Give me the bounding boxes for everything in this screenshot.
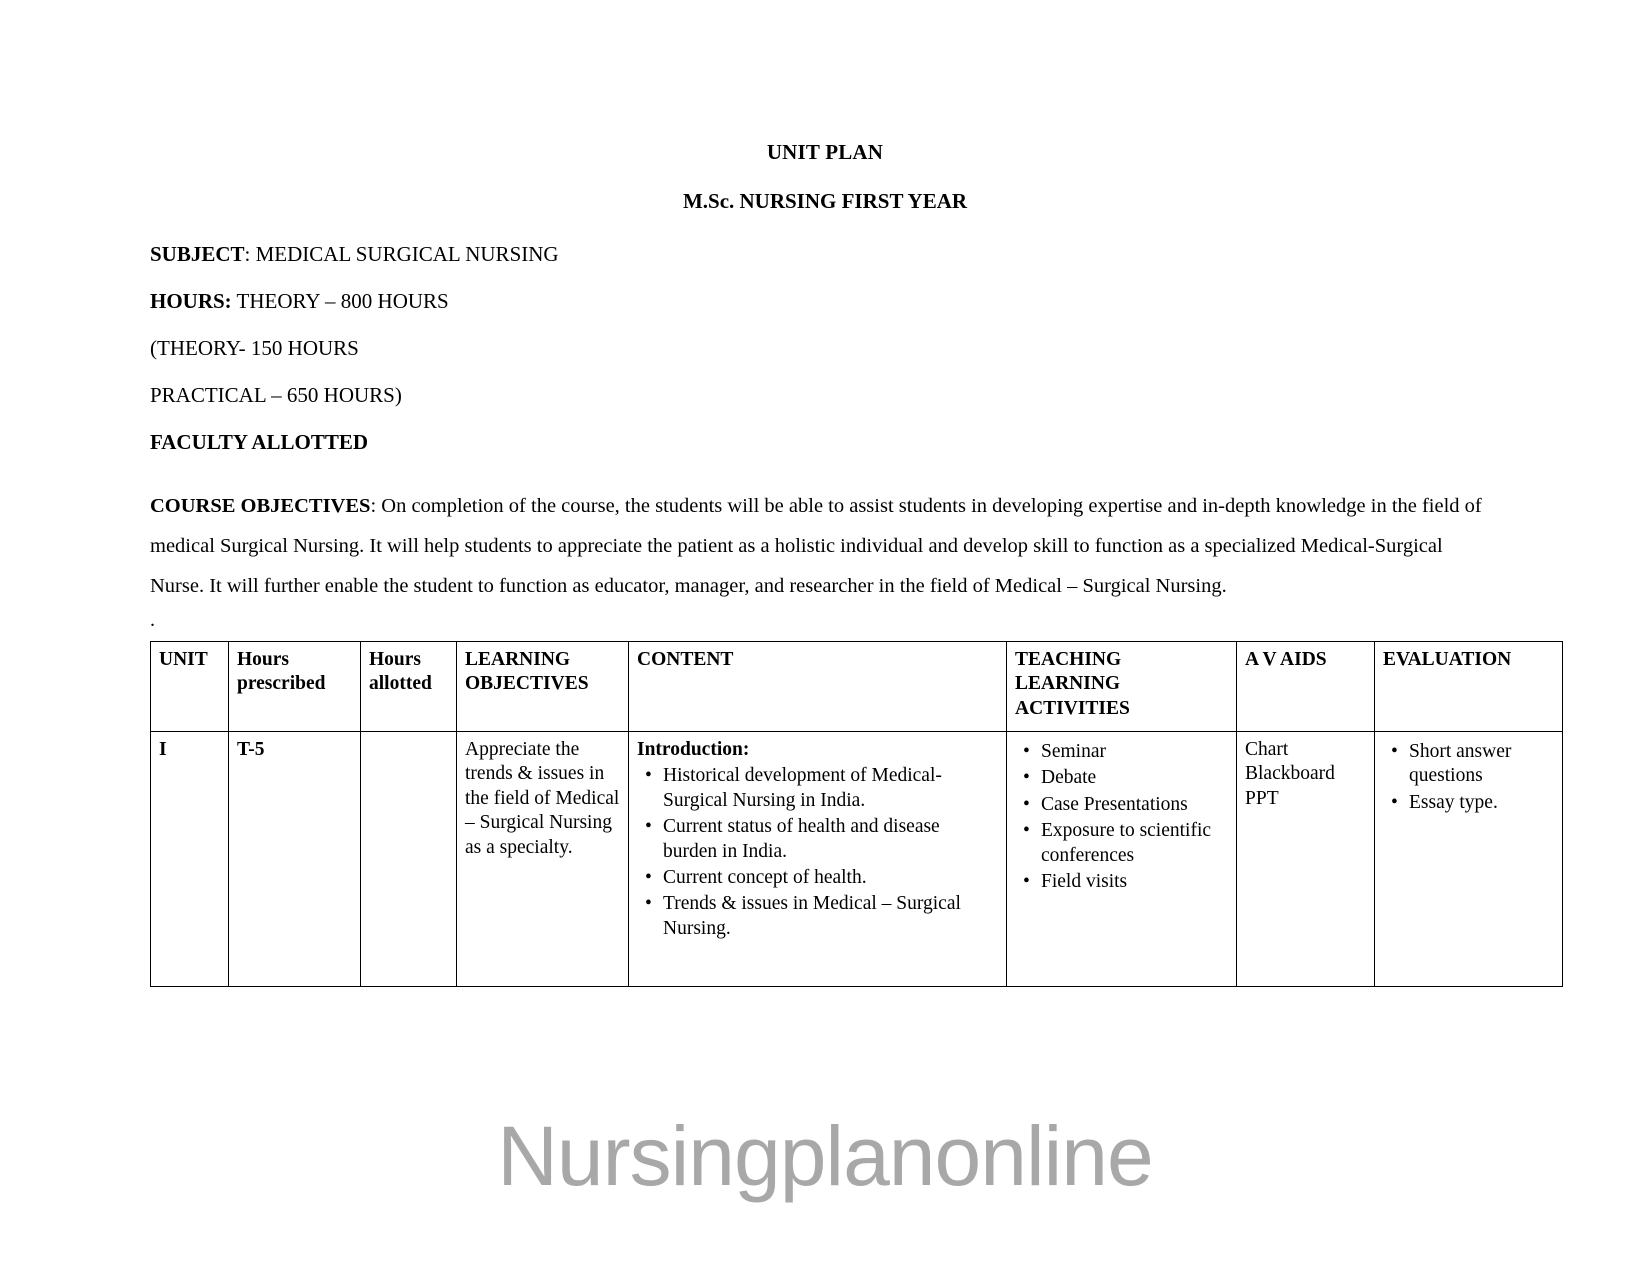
list-item: • Debate — [1041, 766, 1228, 790]
list-item: • Trends & issues in Medical – Surgical Nursing. — [663, 892, 998, 941]
col-header-hours-allotted: Hours allotted — [361, 641, 457, 731]
page-title: UNIT PLAN — [766, 140, 884, 164]
col-header-evaluation: EVALUATION — [1375, 641, 1563, 731]
meta-subject-value: : MEDICAL SURGICAL NURSING — [244, 242, 559, 266]
teaching-bullet-list — [1015, 740, 1228, 894]
list-item: • Historical development of Medical- Surgical Nursing in India. — [663, 764, 998, 813]
stray-dot: . — [150, 608, 155, 631]
table-row — [151, 732, 1563, 987]
cell-unit: I — [151, 732, 229, 987]
table-header-row — [151, 641, 1563, 731]
meta-hours-label: HOURS: — [150, 289, 232, 313]
meta-practical: PRACTICAL – 650 HOURS) — [150, 383, 402, 407]
meta-subject — [150, 244, 1500, 265]
list-item: • Case Presentations — [1041, 793, 1228, 817]
cell-teaching-learning-activities — [1007, 732, 1237, 987]
meta-block — [150, 244, 1500, 453]
list-item: • Short answer questions — [1409, 740, 1554, 789]
cell-evaluation — [1375, 732, 1563, 987]
list-item: • Essay type. — [1409, 791, 1554, 815]
content-bullet-list — [637, 764, 998, 941]
cell-hours-prescribed: T-5 — [229, 732, 361, 987]
meta-theory: (THEORY- 150 HOURS — [150, 336, 359, 360]
cell-content — [629, 732, 1007, 987]
meta-hours — [150, 291, 1500, 312]
col-header-unit: UNIT — [151, 641, 229, 731]
list-item: • Current concept of health. — [663, 866, 998, 890]
meta-hours-value: THEORY – 800 HOURS — [231, 289, 449, 313]
col-header-learning-objectives: LEARNING OBJECTIVES — [457, 641, 629, 731]
course-objectives — [150, 487, 1500, 607]
col-header-hours-prescribed: Hours prescribed — [229, 641, 361, 731]
course-objectives-label: COURSE OBJECTIVES — [150, 495, 371, 517]
col-header-content: CONTENT — [629, 641, 1007, 731]
meta-subject-label: SUBJECT — [150, 242, 245, 266]
cell-learning-objectives: Appreciate the trends & issues in the field of Medical – Surgical Nursing as a specialty. — [457, 732, 629, 987]
col-header-av-aids: A V AIDS — [1237, 641, 1375, 731]
col-header-teaching-learning-activities: TEACHING LEARNING ACTIVITIES — [1007, 641, 1237, 731]
cell-av-aids: Chart Blackboard PPT — [1237, 732, 1375, 987]
content-heading: Introduction: — [637, 739, 750, 761]
watermark: Nursingplanonline — [497, 1109, 1153, 1203]
evaluation-bullet-list — [1383, 740, 1554, 815]
list-item: • Current status of health and disease burden in India. — [663, 815, 998, 864]
list-item: • Seminar — [1041, 740, 1228, 764]
unit-plan-table — [150, 641, 1563, 987]
list-item: • Field visits — [1041, 870, 1228, 894]
page-subtitle: M.Sc. NURSING FIRST YEAR — [682, 189, 968, 213]
title-block — [150, 140, 1500, 214]
cell-hours-allotted — [361, 732, 457, 987]
meta-faculty — [150, 432, 1500, 453]
list-item: • Exposure to scientific conferences — [1041, 819, 1228, 868]
meta-faculty-label: FACULTY ALLOTTED — [150, 430, 369, 454]
course-objectives-text: : On completion of the course, the students will be able to assist students in developing expertise and in-depth knowledge in the field of medical Surgical Nursing. It will help students to appreciate the patient as a holistic individual and develop skill to function as a specialized Medical-Surgical Nurse. It will further enable the student to function as educator, manager, and researcher in the field of Medical – Surgical Nursing. — [150, 495, 1482, 597]
